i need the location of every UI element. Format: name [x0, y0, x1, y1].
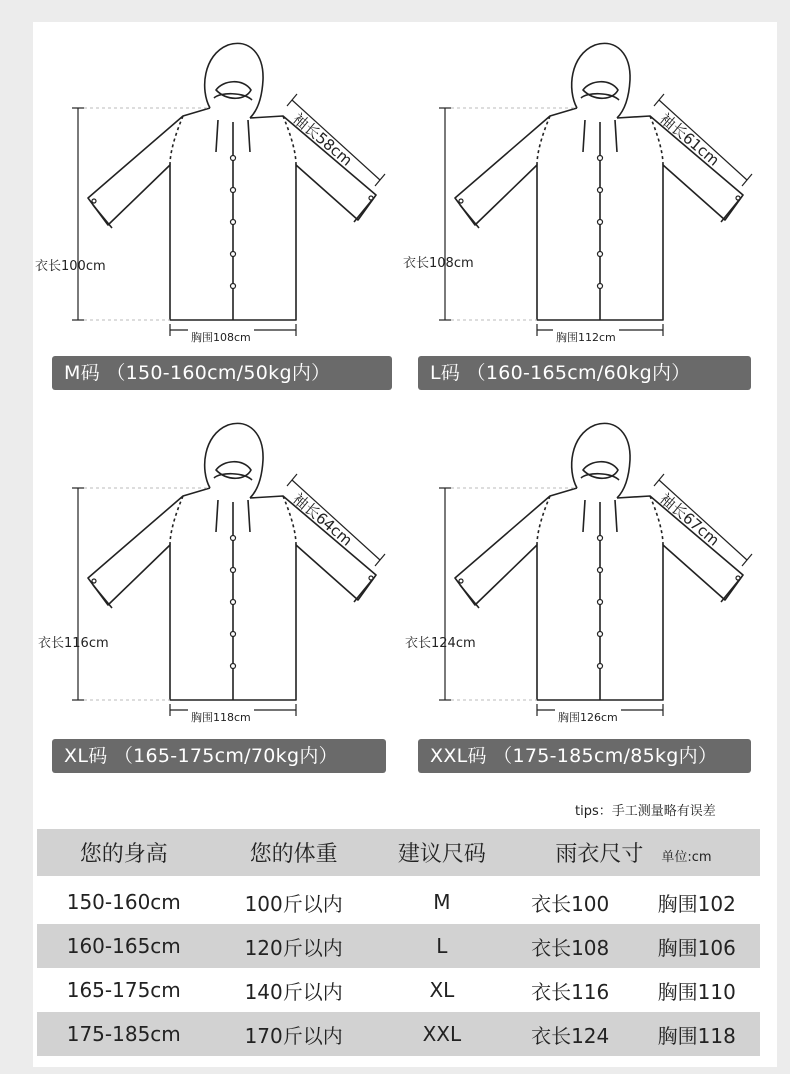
header-raincoat-size	[507, 829, 760, 876]
cell-chest: 胸围102	[657, 891, 736, 916]
header-size: 建议尺码	[377, 829, 507, 876]
size-pill-xxl: XXL码 （175-185cm/85kg内）	[418, 739, 751, 773]
sleeve-label: 袖长67cm	[656, 489, 723, 550]
cell-weight: 120斤以内	[211, 924, 377, 968]
chest-label: 胸围118cm	[188, 709, 254, 725]
cell-length: 衣长108	[507, 924, 634, 968]
chest-label: 胸围126cm	[555, 709, 621, 725]
header-weight: 您的体重	[211, 829, 377, 876]
cell-length: 衣长116	[531, 979, 610, 1004]
sleeve-label: 袖长61cm	[656, 109, 723, 170]
table-header-row	[37, 829, 760, 876]
raincoat-outline-icon	[38, 30, 410, 360]
cell-height: 175-185cm	[37, 1012, 211, 1056]
table-row	[37, 1012, 760, 1056]
table-row	[37, 924, 760, 968]
size-panel-xl	[38, 410, 410, 792]
measurement-tips: tips：手工测量略有误差	[575, 804, 716, 819]
size-pill-l: L码 （160-165cm/60kg内）	[418, 356, 751, 390]
size-panel-l	[405, 30, 777, 412]
unit-label: 单位:cm	[661, 850, 712, 865]
size-pill-m: M码 （150-160cm/50kg内）	[52, 356, 392, 390]
raincoat-outline-icon	[405, 30, 777, 360]
raincoat-outline-icon	[405, 410, 777, 740]
cell-chest: 胸围118	[633, 1012, 760, 1056]
table-row	[37, 968, 760, 1012]
header-raincoat-size-label: 雨衣尺寸	[555, 842, 644, 867]
size-panel-m	[35, 30, 410, 412]
cell-size: XXL	[377, 1012, 507, 1056]
chest-label: 胸围112cm	[553, 329, 619, 345]
cell-weight: 170斤以内	[211, 1012, 377, 1056]
length-label: 衣长100cm	[35, 259, 106, 274]
cell-height: 165-175cm	[66, 978, 181, 1002]
header-height: 您的身高	[37, 829, 211, 876]
length-label: 衣长108cm	[403, 256, 474, 271]
length-label: 衣长124cm	[405, 636, 476, 651]
length-label: 衣长116cm	[38, 636, 109, 651]
raincoat-outline-icon	[38, 410, 410, 740]
sleeve-label: 袖长64cm	[289, 489, 356, 550]
size-panel-xxl	[405, 410, 777, 792]
size-pill-xl: XL码 （165-175cm/70kg内）	[52, 739, 386, 773]
cell-size: M	[433, 890, 451, 914]
table-row	[37, 880, 760, 924]
chest-label: 胸围108cm	[188, 329, 254, 345]
cell-length: 衣长100	[531, 891, 610, 916]
cell-chest: 胸围106	[633, 924, 760, 968]
cell-height: 150-160cm	[66, 890, 181, 914]
cell-height: 160-165cm	[37, 924, 211, 968]
cell-size: XL	[429, 978, 455, 1002]
sleeve-label: 袖长58cm	[289, 109, 356, 170]
size-table	[37, 829, 760, 1056]
cell-weight: 100斤以内	[244, 891, 343, 916]
cell-weight: 140斤以内	[244, 979, 343, 1004]
cell-chest: 胸围110	[657, 979, 736, 1004]
cell-size: L	[377, 924, 507, 968]
cell-length: 衣长124	[507, 1012, 634, 1056]
